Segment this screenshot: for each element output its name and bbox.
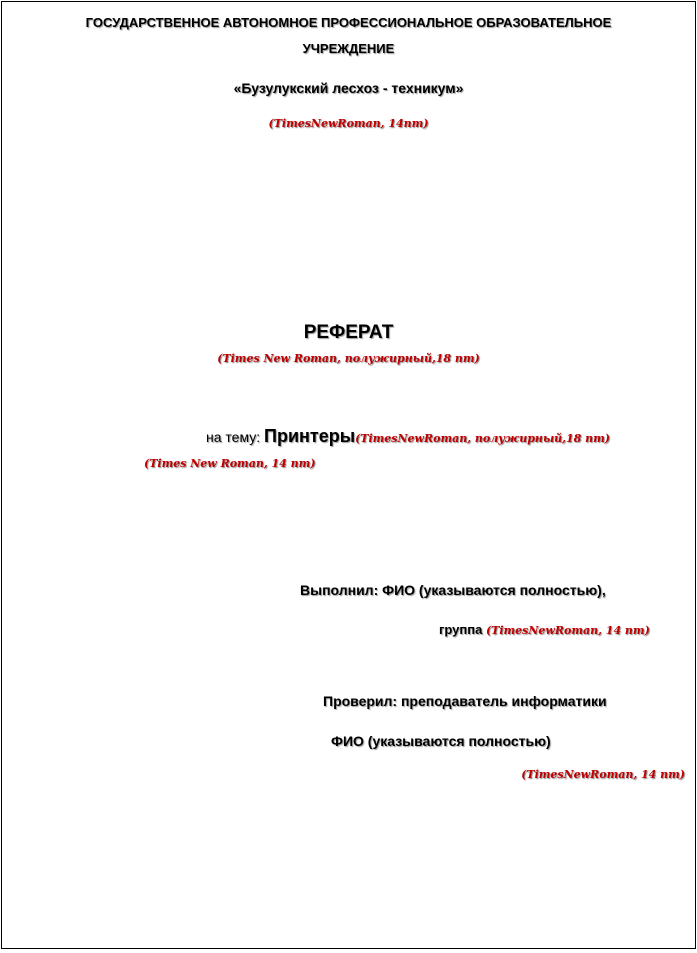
- checked-by: Проверил: преподаватель информатики: [323, 693, 607, 709]
- topic-prefix-note: (Times New Roman, 14 пт): [144, 457, 316, 470]
- group-label: группа: [439, 622, 486, 637]
- checker-name: ФИО (указываются полностью): [331, 733, 551, 749]
- topic-name: Принтеры: [264, 426, 356, 446]
- group-line: [439, 621, 650, 639]
- checker-font-note: (TimesNewRoman, 14 пт): [521, 768, 685, 781]
- topic-name-note: (TimesNewRoman, полужирный,18 пт): [355, 432, 610, 445]
- header-font-note: (TimesNewRoman, 14пт): [268, 117, 429, 130]
- title-font-note: (Times New Roman, полужирный,18 пт): [217, 352, 480, 365]
- performed-by: Выполнил: ФИО (указываются полностью),: [300, 582, 606, 598]
- document-title: РЕФЕРАТ: [303, 322, 394, 343]
- header-line-1: ГОСУДАРСТВЕННОЕ АВТОНОМНОЕ ПРОФЕССИОНАЛЬНОЕ ОБРАЗОВАТЕЛЬНОЕ: [85, 15, 612, 30]
- document-page: [1, 1, 696, 949]
- institution-name: «Бузулукский лесхоз - техникум»: [233, 80, 464, 96]
- topic-prefix: на тему:: [206, 429, 265, 445]
- group-font-note: (TimesNewRoman, 14 пт): [485, 624, 650, 637]
- topic-line: [206, 426, 610, 447]
- header-line-2: УЧРЕЖДЕНИЕ: [302, 41, 395, 56]
